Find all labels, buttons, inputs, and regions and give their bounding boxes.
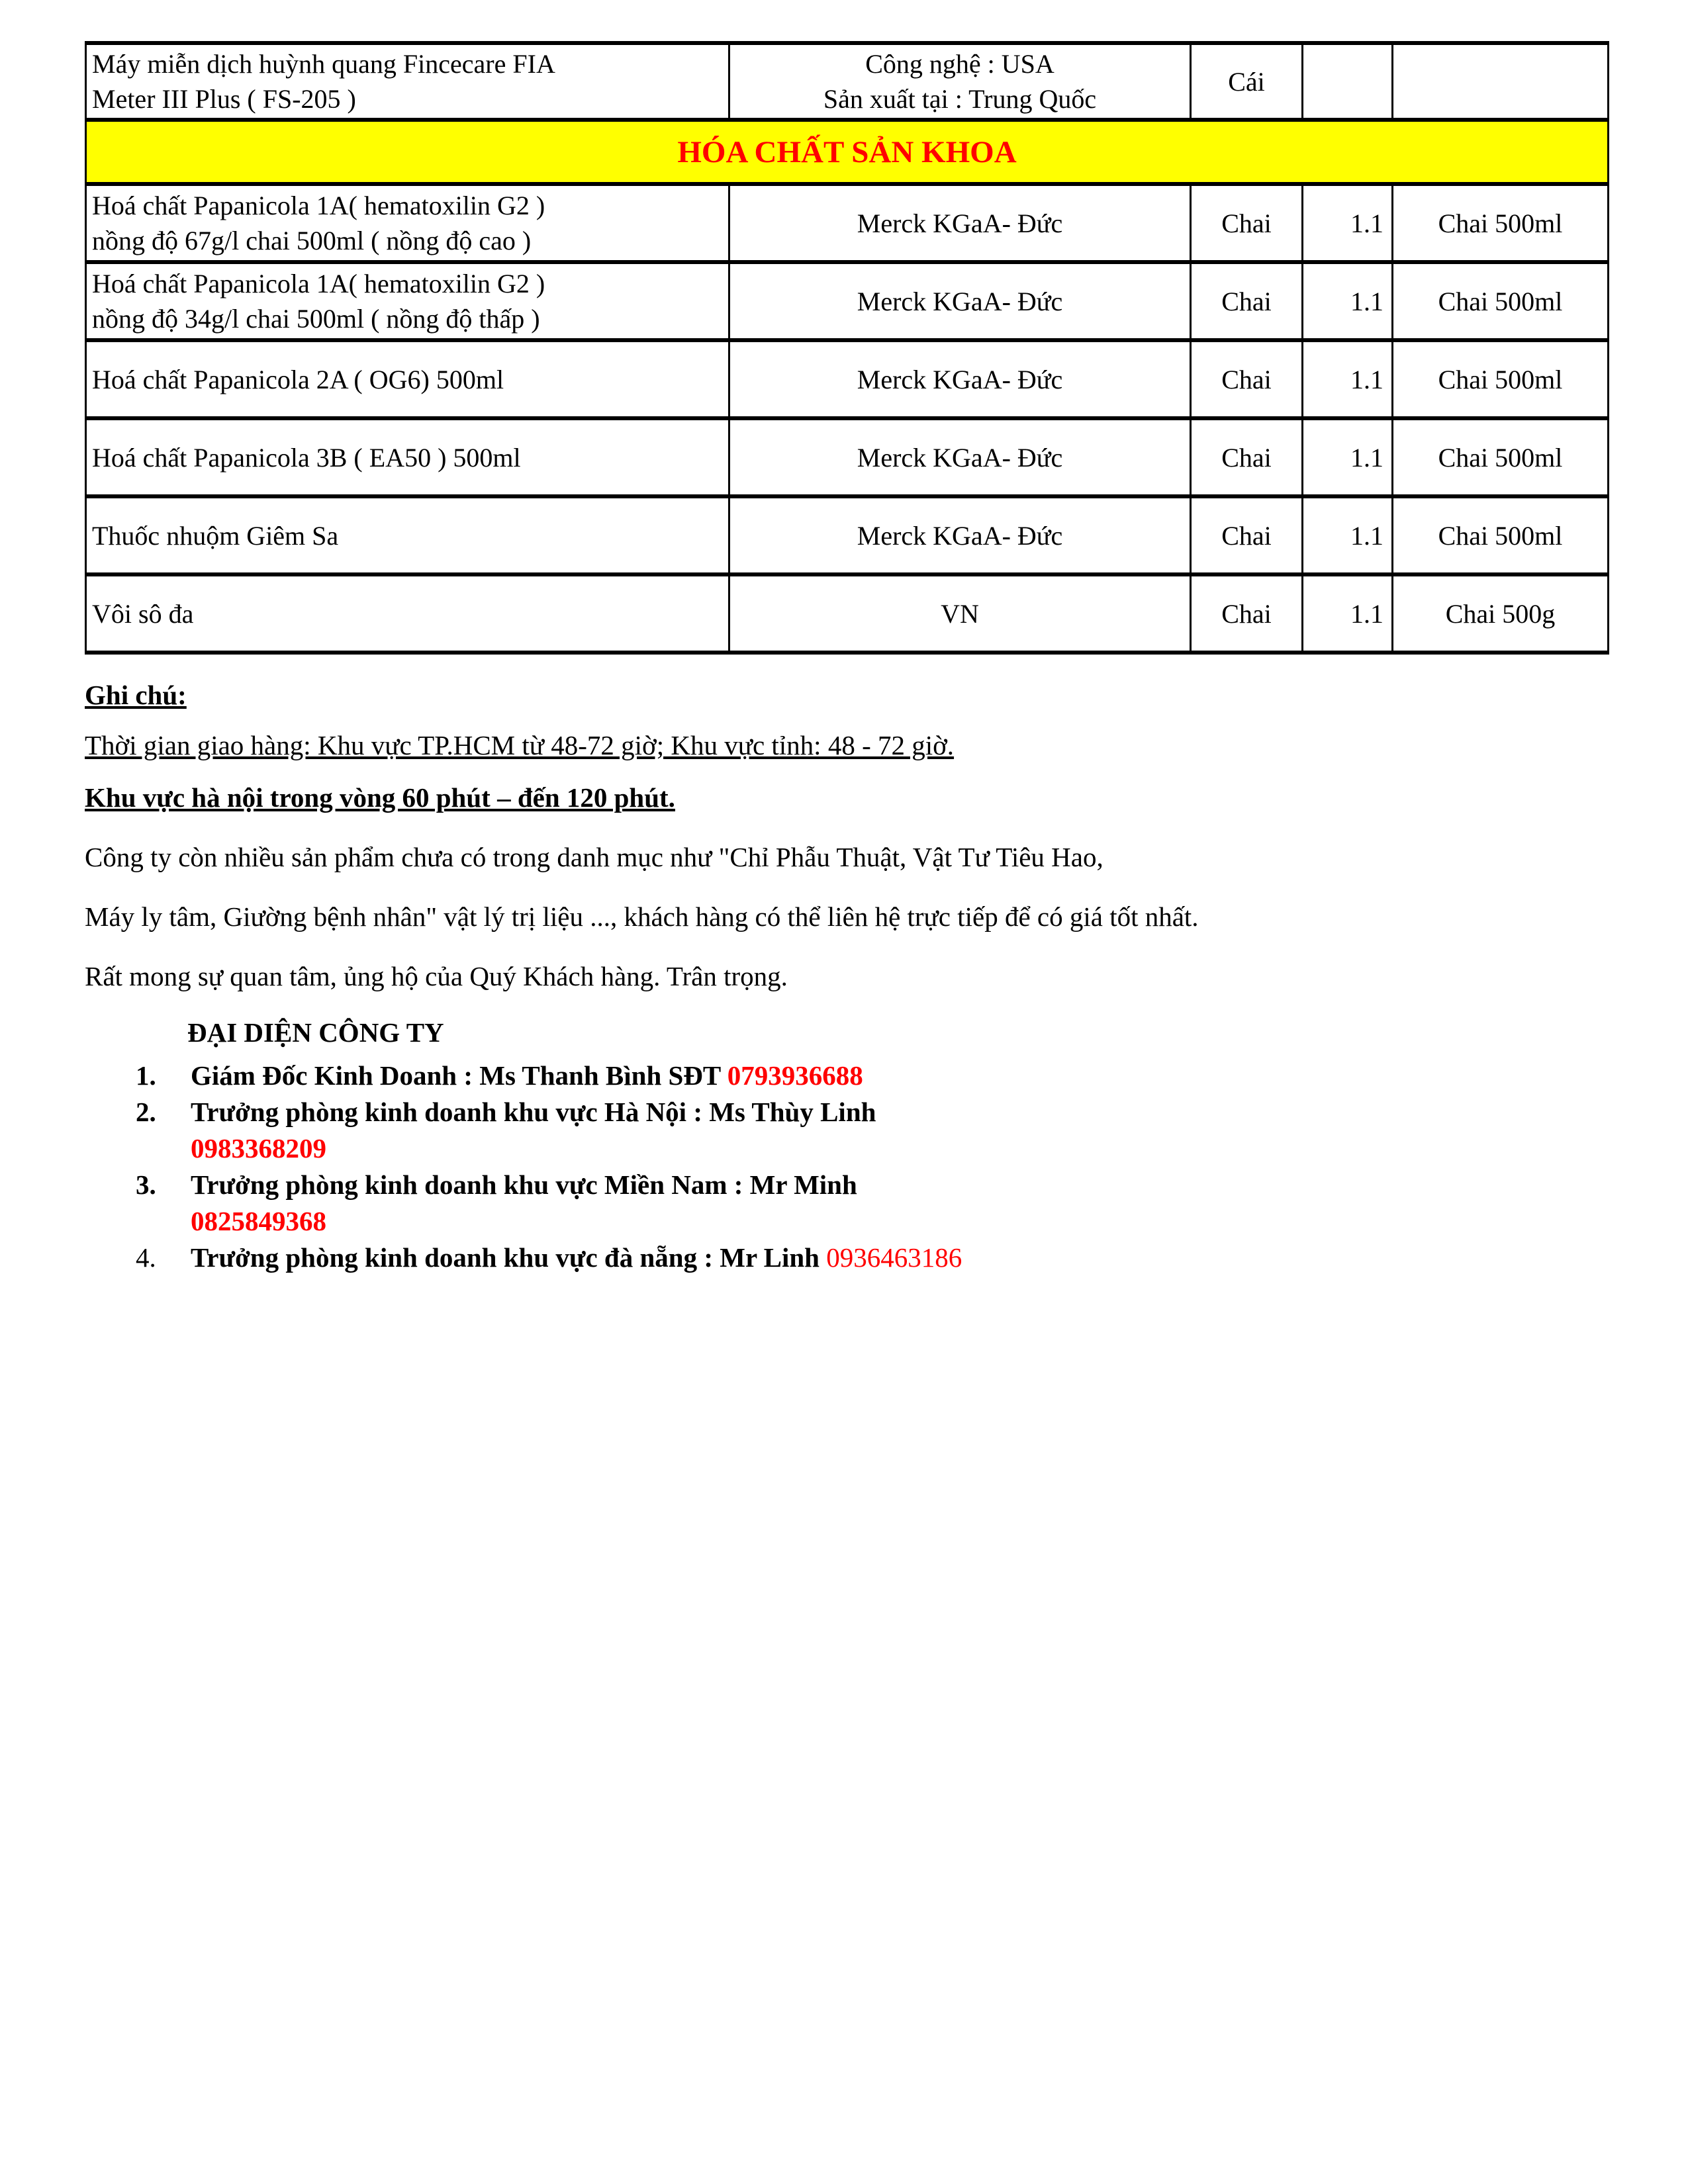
origin-line2: Sản xuất tại : Trung Quốc — [823, 84, 1097, 114]
product-name-cell — [86, 43, 729, 120]
rep-entry — [191, 1240, 962, 1276]
table-row — [86, 496, 1609, 574]
product-name-cell — [86, 496, 729, 574]
qty-cell: 1.1 — [1303, 340, 1393, 418]
rep-phone-line — [191, 1130, 1607, 1167]
unit-cell: Chai — [1191, 418, 1303, 496]
origin-cell: Merck KGaA- Đức — [729, 496, 1191, 574]
product-name-line1: Hoá chất Papanicola 2A ( OG6) 500ml — [92, 364, 504, 394]
qty-cell: 1.1 — [1303, 184, 1393, 262]
rep-phone: 0825849368 — [191, 1206, 326, 1237]
rep-text: Trưởng phòng kinh doanh khu vực Hà Nội : Ms Thùy Linh — [191, 1097, 876, 1128]
product-name-line1: Hoá chất Papanicola 1A( hematoxilin G2 ) — [92, 269, 545, 299]
table-row-equipment — [86, 43, 1609, 120]
product-name-cell — [86, 418, 729, 496]
rep-number: 3. — [136, 1169, 156, 1201]
table-row — [86, 418, 1609, 496]
origin-line1: Công nghệ : USA — [865, 49, 1055, 79]
rep-phone: 0936463186 — [826, 1242, 962, 1273]
rep-phone: 0983368209 — [191, 1133, 326, 1164]
representatives-list — [85, 1058, 1607, 1276]
rep-text: Giám Đốc Kinh Doanh : Ms Thanh Bình SĐT — [191, 1060, 727, 1091]
product-table — [85, 41, 1609, 655]
rep-number: 1. — [136, 1060, 156, 1091]
qty-cell: 1.1 — [1303, 418, 1393, 496]
representatives-heading: ĐẠI DIỆN CÔNG TY — [187, 1017, 444, 1048]
qty-cell: 1.1 — [1303, 574, 1393, 653]
spec-cell: Chai 500ml — [1393, 418, 1609, 496]
product-name-cell — [86, 340, 729, 418]
product-name-line1: Vôi sô đa — [92, 598, 194, 629]
spec-cell: Chai 500ml — [1393, 262, 1609, 340]
product-name-line1: Hoá chất Papanicola 3B ( EA50 ) 500ml — [92, 442, 521, 473]
product-name-line2: Meter III Plus ( FS-205 ) — [92, 84, 356, 114]
para-more-products-2: Máy ly tâm, Giường bệnh nhân" vật lý trị liệu ..., khách hàng có thể liên hệ trực tiếp để có giá tốt nhất. — [85, 901, 1199, 932]
unit-cell: Cái — [1191, 43, 1303, 120]
spec-cell: Chai 500ml — [1393, 340, 1609, 418]
product-name-cell — [86, 262, 729, 340]
spec-cell: Chai 500g — [1393, 574, 1609, 653]
product-name-line1: Hoá chất Papanicola 1A( hematoxilin G2 ) — [92, 191, 545, 221]
spec-cell: Chai 500ml — [1393, 496, 1609, 574]
table-row — [86, 574, 1609, 653]
rep-number: 2. — [136, 1097, 156, 1128]
note-delivery-time: Thời gian giao hàng: Khu vực TP.HCM từ 48-72 giờ; Khu vực tỉnh: 48 - 72 giờ. — [85, 730, 955, 761]
product-name-cell — [86, 184, 729, 262]
product-name-line2: nồng độ 34g/l chai 500ml ( nồng độ thấp ) — [92, 304, 540, 334]
product-name-line1: Thuốc nhuộm Giêm Sa — [92, 520, 339, 551]
product-name-cell — [86, 574, 729, 653]
unit-cell: Chai — [1191, 496, 1303, 574]
rep-item — [85, 1167, 1607, 1203]
qty-cell: 1.1 — [1303, 262, 1393, 340]
para-thanks: Rất mong sự quan tâm, ủng hộ của Quý Khách hàng. Trân trọng. — [85, 960, 788, 991]
origin-cell: Merck KGaA- Đức — [729, 262, 1191, 340]
product-name-line1: Máy miễn dịch huỳnh quang Fincecare FIA — [92, 49, 555, 79]
table-row — [86, 184, 1609, 262]
rep-number: 4. — [136, 1242, 156, 1273]
rep-item — [85, 1240, 1607, 1276]
qty-cell: 1.1 — [1303, 496, 1393, 574]
unit-cell: Chai — [1191, 262, 1303, 340]
qty-cell — [1303, 43, 1393, 120]
para-more-products-1: Công ty còn nhiều sản phẩm chưa có trong danh mục như "Chỉ Phẫu Thuật, Vật Tư Tiêu Hao, — [85, 841, 1103, 872]
spec-cell: Chai 500ml — [1393, 184, 1609, 262]
note-hanoi-time: Khu vực hà nội trong vòng 60 phút – đến 120 phút. — [85, 782, 675, 813]
spec-cell — [1393, 43, 1609, 120]
rep-item — [85, 1058, 1607, 1094]
document-content — [85, 41, 1607, 1276]
product-name-line2: nồng độ 67g/l chai 500ml ( nồng độ cao ) — [92, 226, 532, 256]
rep-item — [85, 1094, 1607, 1130]
origin-cell: VN — [729, 574, 1191, 653]
section-header-row — [86, 120, 1609, 184]
table-row — [86, 340, 1609, 418]
unit-cell: Chai — [1191, 340, 1303, 418]
rep-phone: 0793936688 — [727, 1060, 863, 1091]
rep-entry — [191, 1058, 863, 1094]
notes-heading: Ghi chú: — [85, 680, 187, 711]
origin-cell — [729, 43, 1191, 120]
rep-text: Trưởng phòng kinh doanh khu vực Miền Nam : Mr Minh — [191, 1169, 857, 1201]
section-header-title: HÓA CHẤT SẢN KHOA — [86, 120, 1609, 184]
unit-cell: Chai — [1191, 574, 1303, 653]
rep-phone-line — [191, 1203, 1607, 1240]
origin-cell: Merck KGaA- Đức — [729, 418, 1191, 496]
table-row — [86, 262, 1609, 340]
origin-cell: Merck KGaA- Đức — [729, 184, 1191, 262]
unit-cell: Chai — [1191, 184, 1303, 262]
notes-section — [85, 677, 1607, 994]
origin-cell: Merck KGaA- Đức — [729, 340, 1191, 418]
rep-text: Trưởng phòng kinh doanh khu vực đà nẵng : Mr Linh — [191, 1242, 827, 1273]
